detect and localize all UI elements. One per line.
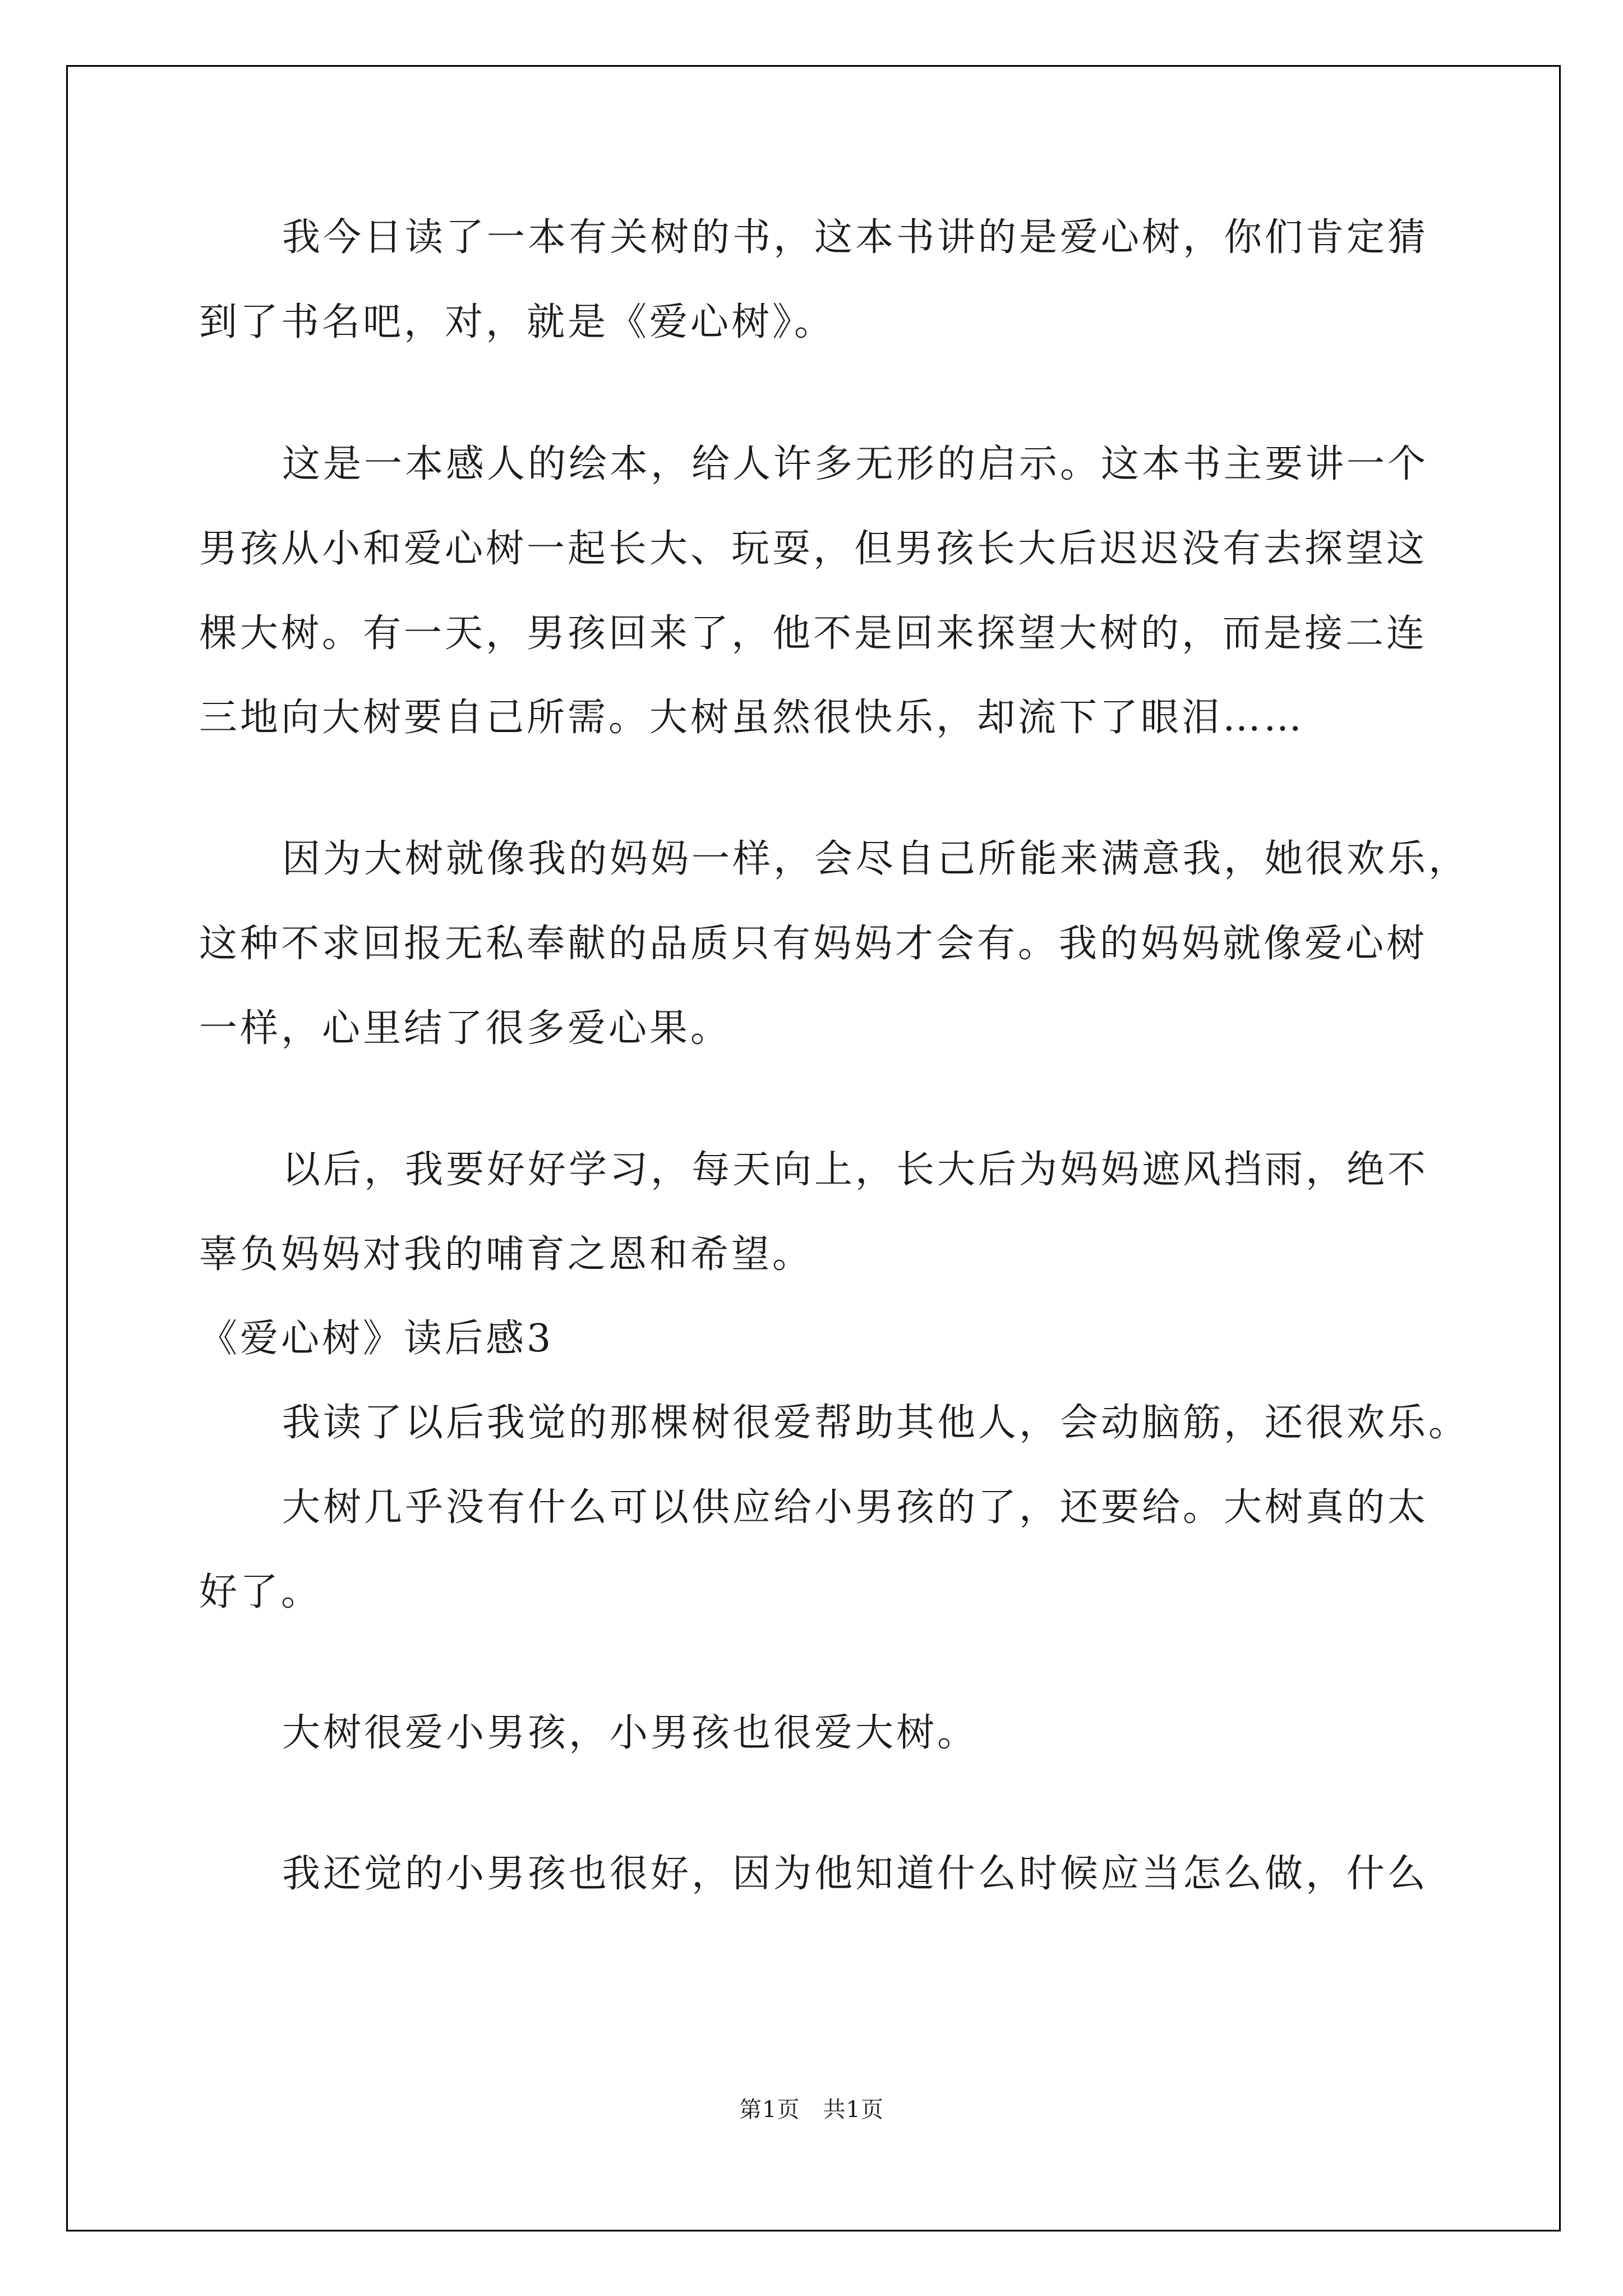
paragraph-line: 大树很爱小男孩，小男孩也很爱大树。 [282, 1711, 979, 1755]
paragraph-line: 三地向大树要自己所需。大树虽然很快乐，却流下了眼泪…… [199, 696, 1305, 740]
paragraph-line: 好了。 [199, 1570, 322, 1614]
paragraph-line: 我今日读了一本有关树的书，这本书讲的是爱心树，你们肯定猜 [282, 215, 1429, 260]
page-footer: 第1页 共1页 [739, 2097, 884, 2123]
paragraph-line: 因为大树就像我的妈妈一样，会尽自己所能来满意我，她很欢乐， [282, 837, 1470, 881]
paragraph-line: 以后，我要好好学习，每天向上，长大后为妈妈遮风挡雨，绝不 [282, 1148, 1429, 1192]
paragraph-line: 这是一本感人的绘本，给人许多无形的启示。这本书主要讲一个 [282, 442, 1429, 486]
paragraph-line: 一样，心里结了很多爱心果。 [199, 1006, 732, 1051]
paragraph-line: 辜负妈妈对我的哺育之恩和希望。 [199, 1232, 814, 1277]
paragraph-line: 我读了以后我觉的那棵树很爱帮助其他人，会动脑筋，还很欢乐。 [282, 1401, 1470, 1445]
section-heading: 《爱心树》读后感3 [199, 1317, 554, 1361]
paragraph-line: 大树几乎没有什么可以供应给小男孩的了，还要给。大树真的太 [282, 1485, 1429, 1530]
paragraph-line: 到了书名吧，对，就是《爱心树》。 [199, 300, 836, 344]
paragraph-line: 我还觉的小男孩也很好，因为他知道什么时候应当怎么做，什么 [282, 1852, 1429, 1896]
paragraph-line: 男孩从小和爱心树一起长大、玩耍，但男孩长大后迟迟没有去探望这 [199, 527, 1428, 571]
paragraph-line: 棵大树。有一天，男孩回来了，他不是回来探望大树的，而是接二连 [199, 611, 1428, 656]
paragraph-line: 这种不求回报无私奉献的品质只有妈妈才会有。我的妈妈就像爱心树 [199, 922, 1428, 966]
